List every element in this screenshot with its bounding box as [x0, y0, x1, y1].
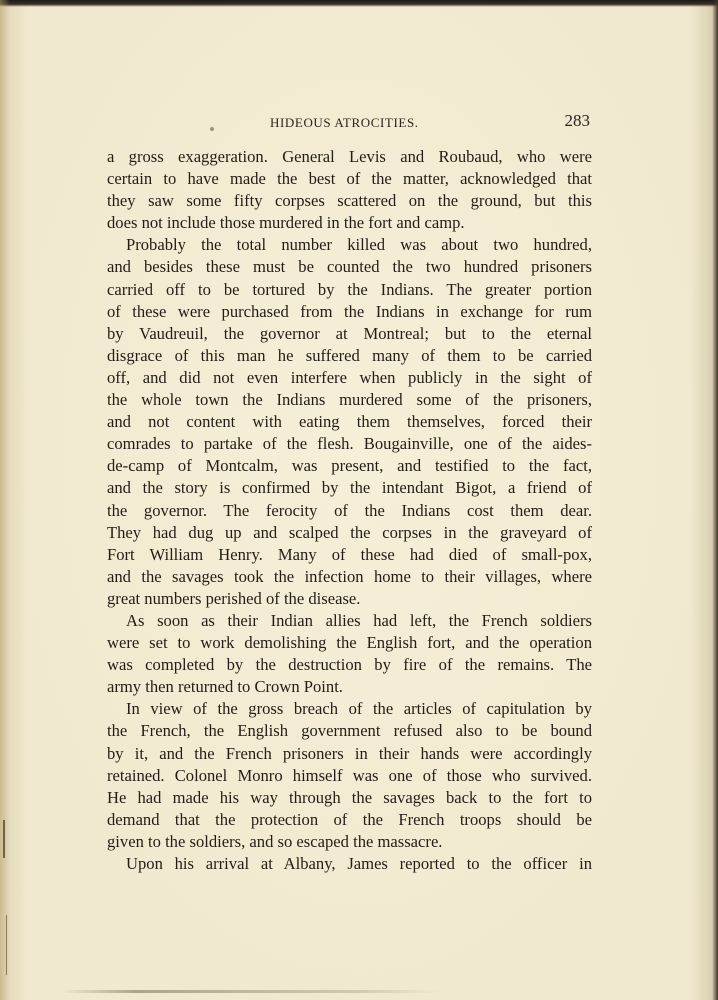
text-line: does not include those murdered in the fort and camp. — [107, 213, 465, 233]
text-line: by it, and the French prisoners in their hands were accordingly — [107, 743, 592, 763]
page-number: 283 — [564, 111, 590, 130]
running-head: HIDEOUS ATROCITIES. — [270, 115, 419, 130]
text-line: were set to work demolishing the English fort, and the operation — [107, 633, 592, 653]
text-line: by Vaudreuil, the governor at Montreal; but to the eternal — [107, 323, 592, 343]
text-line: de-camp of Montcalm, was present, and testified to the fact, — [107, 456, 592, 476]
text-line: Fort William Henry. Many of these had died of small-pox, — [107, 544, 592, 564]
text-line: given to the soldiers, and so escaped the massacre. — [107, 831, 443, 851]
page-right-shadow — [712, 0, 718, 1000]
text-line: demand that the protection of the French troops should be — [107, 809, 592, 829]
text-line: retained. Colonel Monro himself was one of those who survived. — [107, 765, 592, 785]
text-line: carried off to be tortured by the Indians. The greater portion — [107, 279, 592, 299]
text-line: As soon as their Indian allies had left, the French soldiers — [126, 610, 592, 630]
text-line: Upon his arrival at Albany, James reported to the officer in — [126, 854, 592, 873]
text-line: of these were purchased from the Indians in exchange for rum — [107, 301, 592, 321]
text-line: the whole town the Indians murdered some of the prisoners, — [107, 390, 592, 410]
body-text — [107, 146, 592, 875]
text-line: off, and did not even interfere when publicly in the sight of — [107, 367, 592, 387]
text-line: and the story is confirmed by the intendant Bigot, a friend of — [107, 478, 592, 498]
text-line: certain to have made the best of the matter, acknowledged that — [107, 169, 592, 189]
text-line: the governor. The ferocity of the Indians cost them dear. — [107, 500, 592, 520]
text-line: was completed by the destruction by fire of the remains. The — [107, 655, 592, 675]
text-line: disgrace of this man he suffered many of them to be carried — [107, 345, 592, 365]
page-smudge — [60, 990, 440, 993]
text-line: great numbers perished of the disease. — [107, 588, 361, 608]
text-line: He had made his way through the savages back to the fort to — [107, 787, 592, 807]
text-line: and not content with eating them themselves, forced their — [107, 412, 592, 432]
text-line: they saw some fifty corpses scattered on the ground, but this — [107, 191, 592, 211]
page-gutter-shade — [0, 0, 10, 1000]
text-line: the French, the English government refused also to be bound — [107, 721, 592, 741]
text-line: and besides these must be counted the two hundred prisoners — [107, 257, 592, 277]
text-line: army then returned to Crown Point. — [107, 677, 343, 697]
margin-mark — [6, 915, 7, 975]
text-line: a gross exaggeration. General Levis and Roubaud, who were — [107, 147, 592, 166]
text-line: comrades to partake of the flesh. Bougainville, one of the aides- — [107, 434, 592, 454]
text-line: and the savages took the infection home to their villages, where — [107, 566, 592, 586]
margin-mark — [3, 820, 5, 858]
text-line: Probably the total number killed was about two hundred, — [126, 235, 592, 255]
page-top-shadow — [0, 0, 718, 7]
text-line: They had dug up and scalped the corpses in the graveyard of — [107, 522, 592, 542]
page-header — [107, 111, 592, 137]
text-line: In view of the gross breach of the articles of capitulation by — [126, 699, 592, 719]
